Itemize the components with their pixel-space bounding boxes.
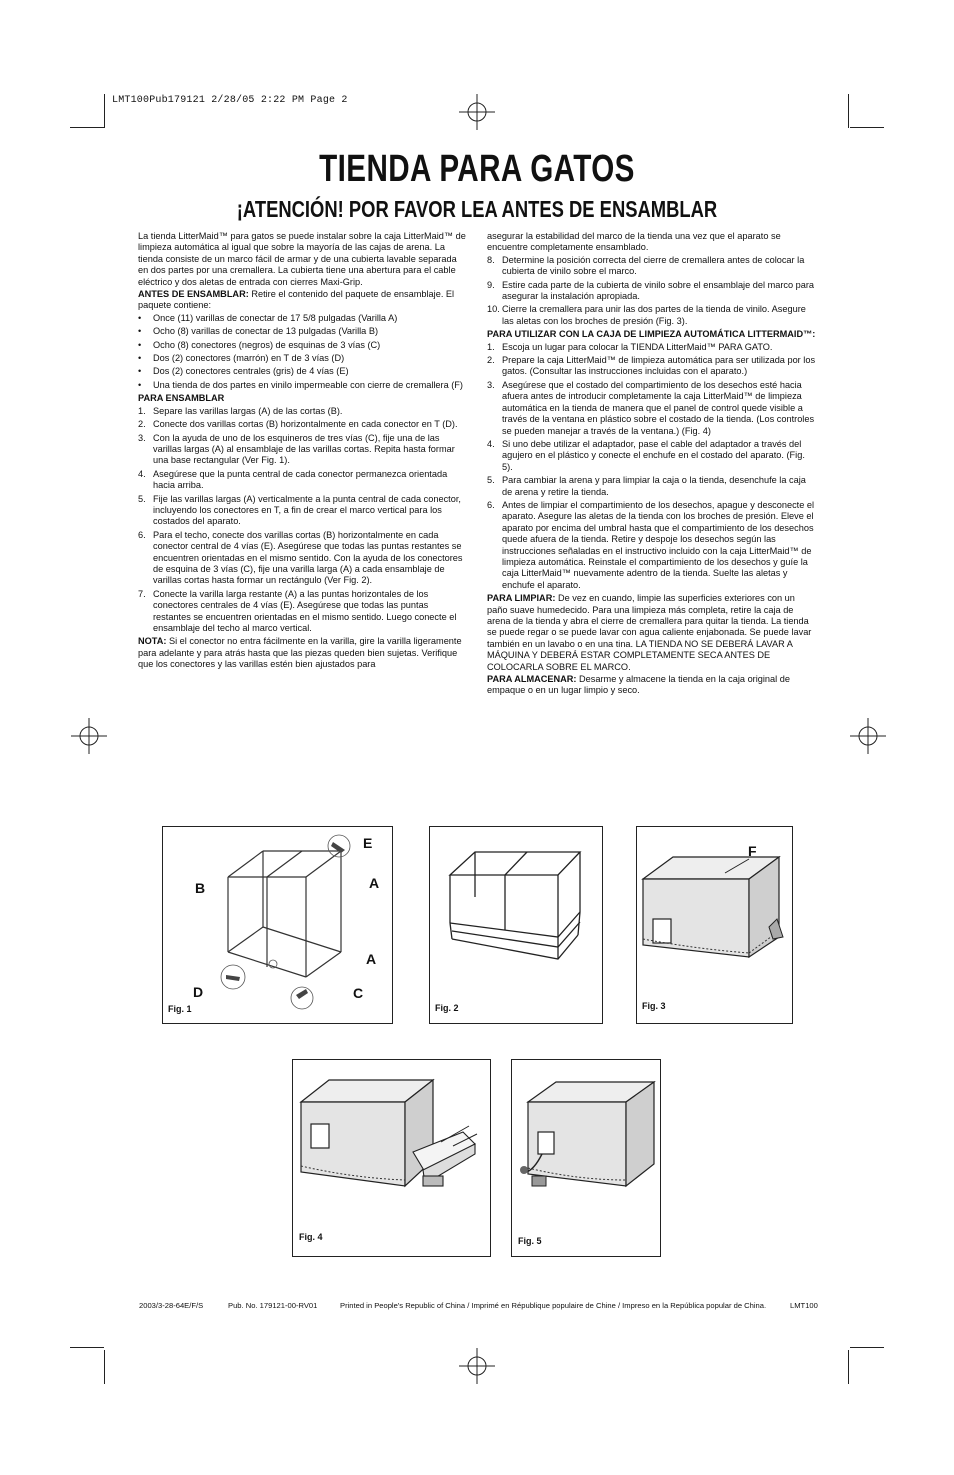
list-item: • Una tienda de dos partes en vinilo impermeable con cierre de cremallera (F): [138, 379, 463, 390]
footer-printed: Printed in People's Republic of China / Imprimé en République populaire de Chine / Impreso en la República popular de China.: [340, 1301, 767, 1310]
list-item: 4. Si uno debe utilizar el adaptador, pase el cable del adaptador a través del agujero en el plástico y conecte el enchufe en el costado del aparato. (Fig. 5).: [487, 438, 805, 472]
tent-cover-illustration: [637, 827, 792, 1023]
list-item: 8. Determine la posición correcta del cierre de cremallera antes de colocar la cubierta de vinilo sobre el marco.: [487, 254, 805, 277]
figure-4-label: Fig. 4: [299, 1232, 323, 1242]
callout-a-top: A: [369, 875, 380, 891]
page-title: TIENDA PARA GATOS: [319, 148, 635, 190]
adapter-cable-illustration: [512, 1060, 660, 1256]
figure-2: [429, 826, 603, 1024]
list-item: • Ocho (8) varillas de conectar de 13 pulgadas (Varilla B): [138, 326, 379, 337]
slug-line: LMT100Pub179121 2/28/05 2:22 PM Page 2: [112, 95, 348, 106]
assembly-steps: [138, 406, 466, 635]
almacenar-paragraph: PARA ALMACENAR: Desarme y almacene la tienda en la caja original de empaque o en un lugar limpio y seco.: [487, 674, 790, 696]
figure-3-label: Fig. 3: [642, 1001, 666, 1011]
assembly-steps-cont: [487, 255, 817, 327]
figure-5: [511, 1059, 661, 1257]
left-column: [138, 231, 466, 672]
list-item: 9. Estire cada parte de la cubierta de vinilo sobre el ensamblaje del marco para asegurar la instalación apropiada.: [487, 279, 815, 302]
usage-steps: [487, 342, 817, 592]
footer-code: 2003/3-28-64E/F/S: [139, 1301, 204, 1310]
list-item: 7. Conecte la varilla larga restante (A) a las puntas horizontales de los conectores centrales de 4 vías (E). Asegúrese que todas las puntas restantes se encuentren orientadas en el mismo sentido. Luego conecte el ensamblaje del techo al marco vertical.: [138, 588, 457, 633]
registration-mark-left: [71, 718, 107, 754]
registration-mark-bottom: [459, 1348, 495, 1384]
intro-paragraph: La tienda LitterMaid™ para gatos se puede instalar sobre la caja LitterMaid™ de limpieza automática al igual que sobre la mayoría de las cajas de arena. La tienda consiste de un marco fácil de armar y de una cubierta lavable separada en dos partes por una cremallera. La cubierta tiene una abertura para el cable eléctrico y dos aletas de entrada con cierres Maxi-Grip.: [138, 231, 466, 287]
list-item: 3. Asegúrese que el costado del compartimiento de los desechos esté hacia afuera antes de introducir completamente la caja LitterMaid™ de limpieza automática en la tienda de manera que el panel de control quede visible a través de la ventana en plástico sobre el costado de la tienda. (Los controles se pueden manejar a través de la ventana.) (Fig. 4): [487, 379, 815, 436]
list-item: 2. Prepare la caja LitterMaid™ de limpieza automática para ser utilizada por los gatos. (Consultar las instrucciones incluidas con el aparato.): [487, 355, 816, 377]
callout-f: F: [748, 843, 757, 859]
figure-1-label: Fig. 1: [168, 1004, 192, 1014]
list-item: • Ocho (8) conectores (negros) de esquinas de 3 vías (C): [138, 339, 381, 350]
utilizar-heading: PARA UTILIZAR CON LA CAJA DE LIMPIEZA AUTOMÁTICA LITTERMAID™:: [487, 329, 816, 340]
figure-2-label: Fig. 2: [435, 1003, 459, 1013]
figure-3: [636, 826, 793, 1024]
ensamblar-heading: PARA ENSAMBLAR: [138, 393, 225, 404]
callout-b: B: [195, 880, 206, 896]
list-item: 10. Cierre la cremallera para unir las dos partes de la tienda de vinilo. Asegure las aletas con los broches de presión (Fig. 3).: [487, 304, 806, 326]
figure-1: [162, 826, 393, 1024]
callout-d: D: [193, 984, 204, 1000]
footer-pub: Pub. No. 179121-00-RV01: [228, 1301, 318, 1310]
figure-5-label: Fig. 5: [518, 1236, 542, 1246]
page-subtitle: ¡ATENCIÓN! POR FAVOR LEA ANTES DE ENSAMBLAR: [236, 196, 718, 222]
callout-c: C: [353, 985, 364, 1001]
right-column: [487, 231, 817, 698]
list-item: 6. Para el techo, conecte dos varillas cortas (B) horizontalmente en cada conector central de 4 vías (E). Asegúrese que todas las puntas restantes se encuentren orientadas en el mismo sentido. Con la ayuda de los conectores de esquina de 3 vías (C), fije una varilla larga (A) a cada ensamblaje de varillas cortas hasta formar un rectángulo (Ver Fig. 2).: [138, 529, 463, 586]
list-item: 6. Antes de limpiar el compartimiento de los desechos, apague y desconecte el aparato. Asegure las aletas de la tienda con los broches de presión. Eleve el aparato por encima del umbral hasta que el compartimiento de los desechos quede afuera de la tienda. Retire y despoje los desechos según las instrucciones señaladas en el instructivo incluido con la caja LitterMaid™ de limpieza automática. Reinstale el compartimiento de los desechos y guíe la caja LitterMaid™ nuevamente adentro de la tienda. Suelte las aletas y enchufe el aparato.: [487, 499, 815, 590]
list-item: 5. Fije las varillas largas (A) verticalmente a la punta central de cada conector, incluyendo los conectores en T, a fin de crear el marco vertical para los costados del aparato.: [138, 493, 461, 527]
list-item: 4. Asegúrese que la punta central de cada conector permanezca orientada hacia arriba.: [138, 468, 448, 491]
list-item: 1. Separe las varillas largas (A) de las cortas (B).: [138, 405, 343, 416]
nota-paragraph: NOTA: Si el conector no entra fácilmente en la varilla, gire la varilla ligeramente para adelante y para atrás hasta que las piezas queden bien sujetas. Verifique que los conectores y las varillas estén bien ajustados para: [138, 636, 462, 670]
list-item: • Dos (2) conectores (marrón) en T de 3 vías (D): [138, 353, 345, 364]
antes-label: ANTES DE ENSAMBLAR:: [138, 289, 249, 300]
antes-paragraph: [138, 289, 466, 312]
list-item: 5. Para cambiar la arena y para limpiar la caja o la tienda, desenchufe la caja de arena y retire la tienda.: [487, 475, 806, 497]
continuation-paragraph: asegurar la estabilidad del marco de la tienda una vez que el aparato se encuentre completamente ensamblado.: [487, 231, 781, 253]
limpiar-paragraph: PARA LIMPIAR: De vez en cuando, limpie las superficies exteriores con un paño suave humedecido. Para una limpieza más completa, retire la caja de arena de la tienda y abra el cierre de cremallera para quitar la tienda. La tienda se puede regar o se puede lavar con agua caliente enjabonada. Se puede lavar también en un lavabo o en una tina. LA TIENDA NO SE DEBERÁ LAVAR A MÁQUINA Y DEBERÁ ESTAR COMPLETAMENTE SECA ANTES DE COLOCARLA SOBRE EL MARCO.: [487, 593, 812, 672]
list-item: 1. Escoja un lugar para colocar la TIENDA LitterMaid™ PARA GATO.: [487, 341, 773, 352]
list-item: 3. Con la ayuda de uno de los esquineros de tres vías (C), fije una de las varillas largas (A) al ensamblaje de las varillas cortas. Repita hasta formar una base rectangular (Ver Fig. 1).: [138, 432, 455, 466]
frame-on-box-illustration: [430, 827, 602, 1023]
footer-model: LMT100: [790, 1301, 818, 1310]
insert-litterbox-illustration: [293, 1060, 490, 1256]
figure-4: [292, 1059, 491, 1257]
contents-list: [138, 313, 466, 391]
list-item: 2. Conecte dos varillas cortas (B) horizontalmente en cada conector en T (D).: [138, 419, 458, 430]
registration-mark-top: [459, 94, 495, 130]
antes-text: Retire el contenido del paquete de ensamblaje. El paquete contiene:: [138, 289, 455, 311]
registration-mark-right: [850, 718, 886, 754]
callout-a-bottom: A: [366, 951, 377, 967]
callout-e: E: [363, 835, 373, 851]
list-item: • Dos (2) conectores centrales (gris) de 4 vías (E): [138, 366, 349, 377]
list-item: • Once (11) varillas de conectar de 17 5/8 pulgadas (Varilla A): [138, 312, 398, 323]
